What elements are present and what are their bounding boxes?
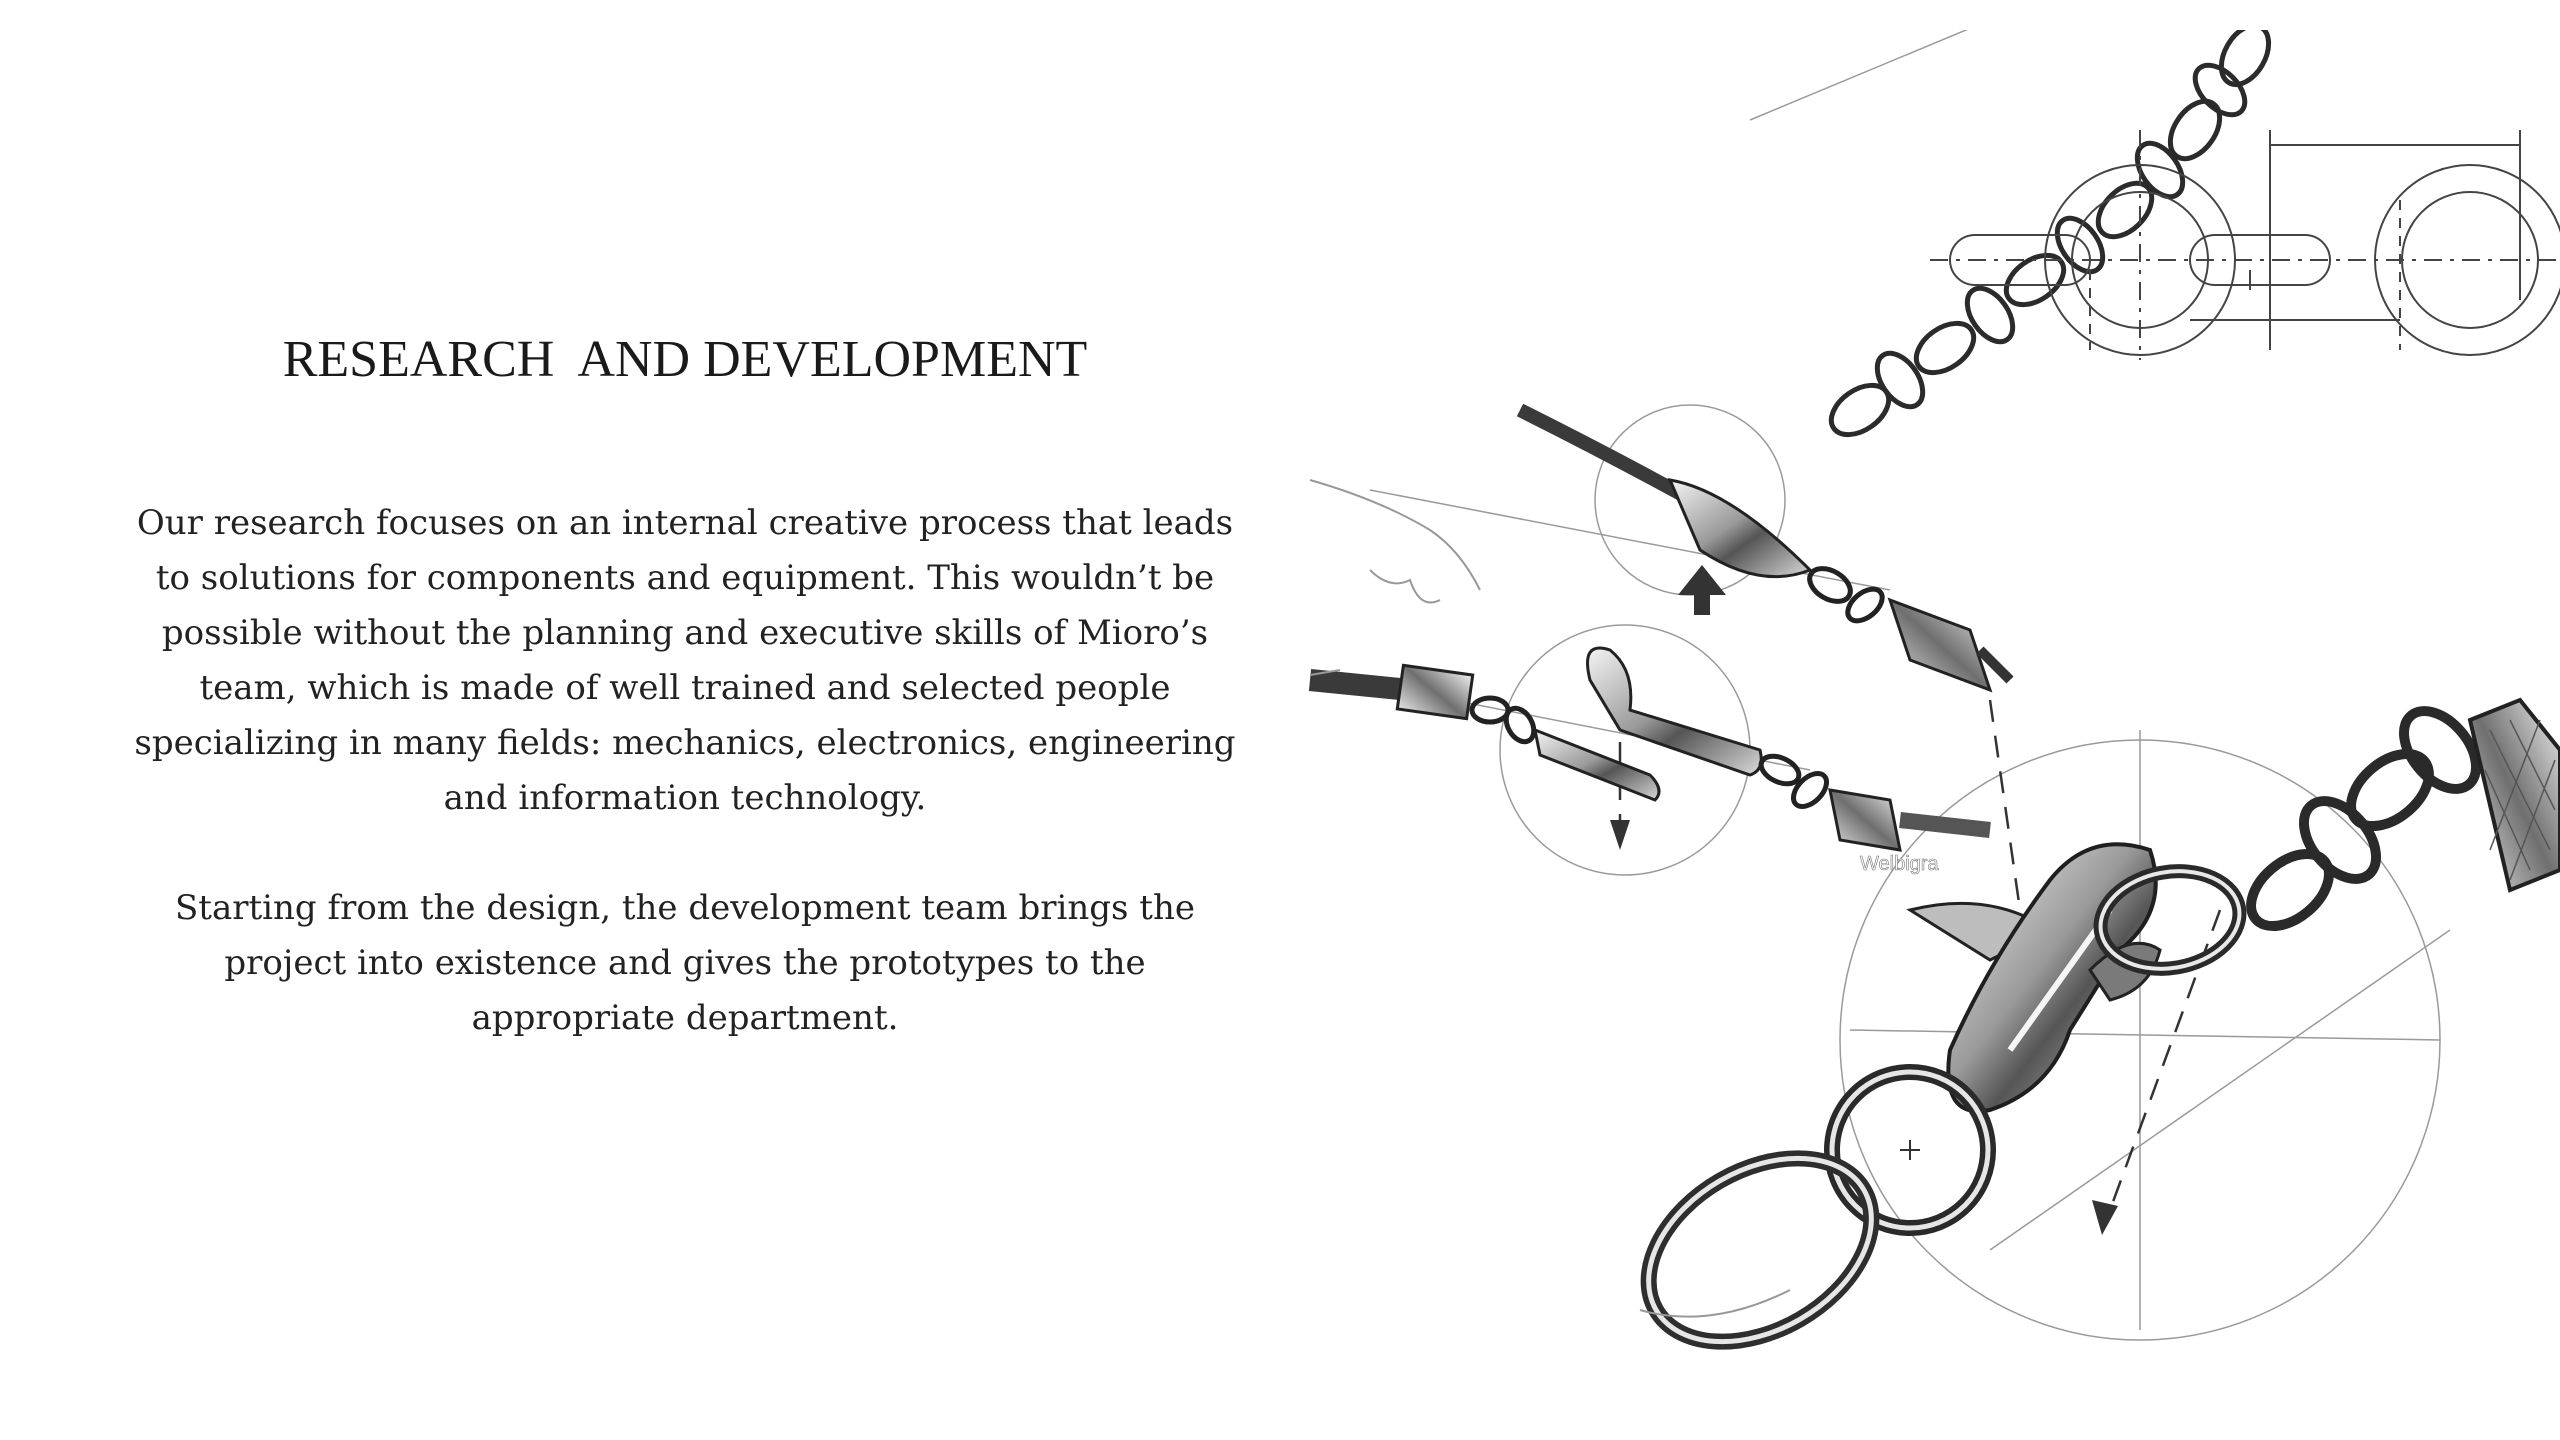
intro-paragraph: Our research focuses on an internal creative process that leads to solutions for components and equipment. This wouldn’t be possible without the planning and executive skills of Mioro’s team, which is made of well trained and selected people specializing in many fields: mechanics, electronics, engineering and information technology. xyxy=(134,503,1236,818)
chain-sketch-svg xyxy=(1290,30,2560,1350)
lower-cord-hook xyxy=(1310,648,1990,850)
text-column xyxy=(120,330,1250,1046)
chain-sketch-illustration xyxy=(1290,30,2560,1350)
link-technical-drawing xyxy=(1930,130,2560,360)
page-title: RESEARCH AND DEVELOPMENT xyxy=(282,331,1088,388)
right-chain-endcap xyxy=(2238,698,2560,941)
top-chain xyxy=(1822,30,2278,445)
watermark-mark: Welbigra xyxy=(1860,853,1939,875)
development-paragraph: Starting from the design, the development team brings the project into existence and gives the prototypes to the appropriate department. xyxy=(175,888,1195,1038)
construction-lines xyxy=(1350,30,2450,1340)
